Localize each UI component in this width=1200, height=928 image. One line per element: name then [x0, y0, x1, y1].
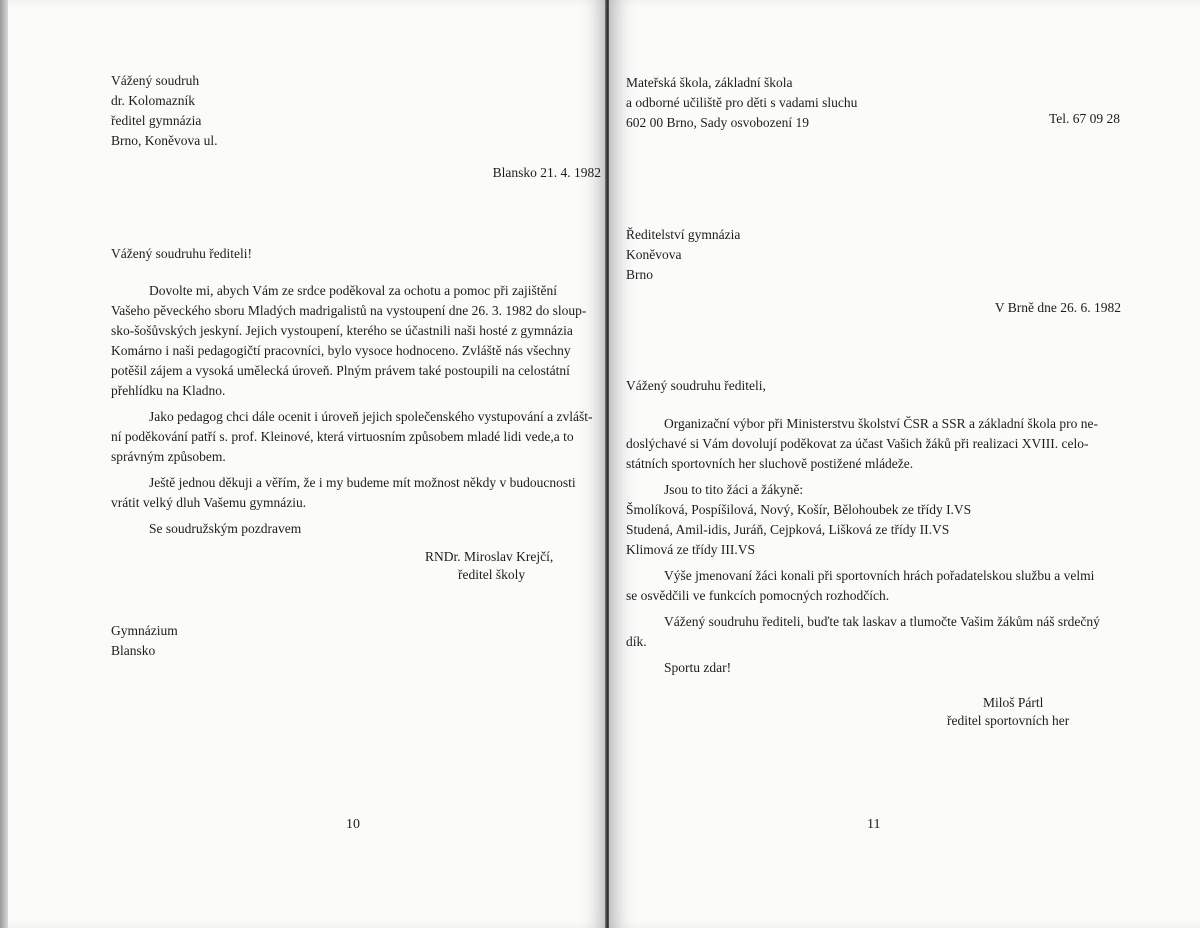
addressee-line: Brno, Koněvova ul.	[111, 133, 218, 148]
student-line: Studená, Amil-idis, Juráň, Cejpková, Lišková ze třídy II.VS	[626, 522, 950, 537]
signature-title: ředitel školy	[458, 567, 526, 582]
body-line: sko-šošůvských jeskyní. Jejich vystoupení, kterého se účastnili naši hosté z gymnázia	[111, 323, 573, 338]
addressee-line: ředitel gymnázia	[111, 113, 202, 128]
sender-line: Gymnázium	[111, 623, 178, 638]
place-date: Blansko 21. 4. 1982	[492, 165, 601, 180]
letter-body	[111, 281, 603, 539]
student-line: Klimová ze třídy III.VS	[626, 542, 755, 557]
body-line: se osvědčili ve funkcích pomocných rozhodčích.	[626, 588, 890, 603]
page-number: 10	[346, 817, 360, 832]
student-line: Šmolíková, Pospíšilová, Nový, Košír, Bělohoubek ze třídy I.VS	[626, 502, 972, 517]
body-line: Výše jmenovaní žáci konali při sportovních hrách pořadatelskou službu a velmi	[664, 568, 1095, 583]
body-line: doslýchavé si Vám dovolují poděkovat za účast Vašich žáků při realizaci XVIII. celo-	[626, 436, 1089, 451]
body-line: dík.	[626, 634, 647, 649]
left-page-edge	[0, 0, 8, 928]
closing: Se soudružským pozdravem	[149, 521, 302, 536]
body-line: Komárno i naši pedagogičtí pracovníci, bylo vysoce hodnoceno. Zvláště nás všechny	[111, 343, 571, 358]
body-line: přehlídku na Kladno.	[111, 383, 226, 398]
body-line: ní poděkování patří s. prof. Kleinové, která virtuosním způsobem mladé lidi vede,a to	[111, 429, 574, 444]
recipient-block	[626, 225, 886, 285]
left-page	[8, 0, 607, 928]
letterhead-line: Mateřská škola, základní škola	[626, 75, 793, 90]
recipient-line: Koněvova	[626, 247, 682, 262]
recipient-line: Brno	[626, 267, 653, 282]
body-line: Vážený soudruhu řediteli, buďte tak laskav a tlumočte Vašim žákům náš srdečný	[664, 614, 1100, 629]
salutation: Vážený soudruhu řediteli!	[111, 246, 252, 261]
recipient-line: Ředitelství gymnázia	[626, 227, 741, 242]
right-page	[609, 0, 1200, 928]
body-line: státních sportovních her sluchově postižené mládeže.	[626, 456, 914, 471]
sender-line: Blansko	[111, 643, 156, 658]
sender-block	[111, 621, 311, 661]
place-date: V Brně dne 26. 6. 1982	[994, 300, 1121, 315]
letterhead-line: a odborné učiliště pro děti s vadami sluchu	[626, 95, 858, 110]
closing: Sportu zdar!	[664, 660, 732, 675]
addressee-block	[111, 71, 371, 151]
body-line: vrátit velký dluh Vašemu gymnáziu.	[111, 495, 307, 510]
body-line: Vašeho pěveckého sboru Mladých madrigalistů na vystoupení dne 26. 3. 1982 do sloup-	[111, 303, 587, 318]
signature-name: Miloš Pártl	[983, 695, 1044, 710]
body-line: správným způsobem.	[111, 449, 226, 464]
addressee-line: Vážený soudruh	[111, 73, 200, 88]
signature-title: ředitel sportovních her	[947, 713, 1070, 728]
body-line: potěšil zájem a vysoká umělecká úroveň. Plným právem také postoupili na celostátní	[111, 363, 570, 378]
addressee-line: dr. Kolomazník	[111, 93, 195, 108]
letterhead	[626, 73, 926, 133]
phone-number: Tel. 67 09 28	[1048, 111, 1120, 126]
page-number: 11	[867, 817, 881, 832]
body-line: Organizační výbor při Ministerstvu školství ČSR a SSR a základní škola pro ne-	[664, 416, 1098, 431]
body-line: Dovolte mi, abych Vám ze srdce poděkoval za ochotu a pomoc při zajištění	[149, 283, 557, 298]
body-line: Ještě jednou děkuji a věřím, že i my budeme mít možnost někdy v budoucnosti	[149, 475, 576, 490]
letter-body	[626, 414, 1121, 678]
body-line: Jako pedagog chci dále ocenit i úroveň jejich společenského vystupování a zvlášt-	[149, 409, 593, 424]
salutation: Vážený soudruhu řediteli,	[626, 378, 766, 393]
letterhead-line: 602 00 Brno, Sady osvobození 19	[626, 115, 809, 130]
students-intro: Jsou to tito žáci a žákyně:	[664, 482, 804, 497]
signature-name: RNDr. Miroslav Krejčí,	[425, 549, 554, 564]
